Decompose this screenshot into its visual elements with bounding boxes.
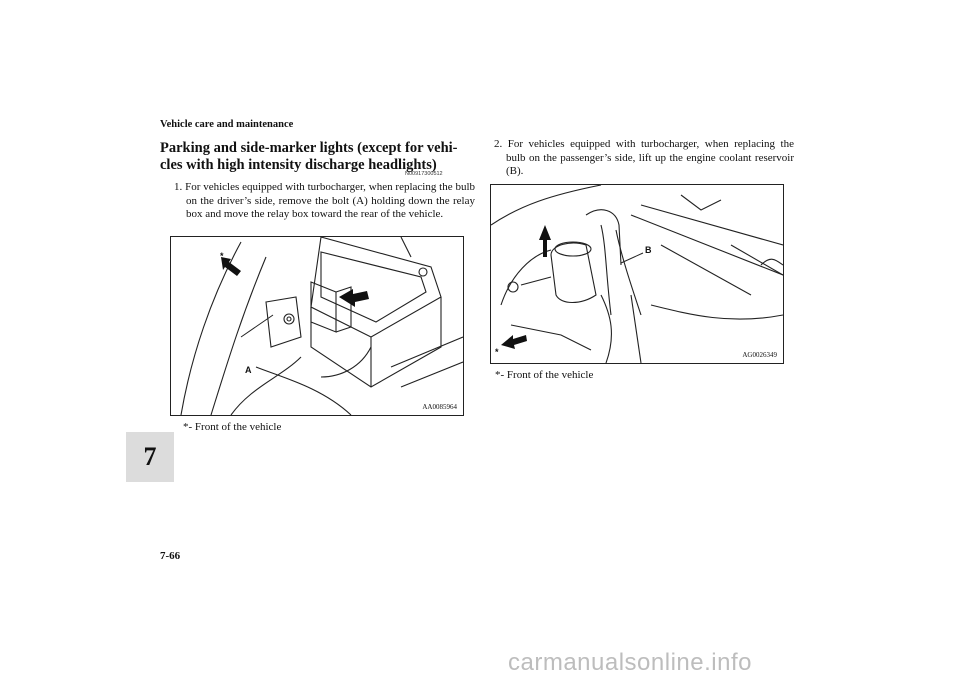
arrow-icon <box>221 257 241 276</box>
running-header: Vehicle care and maintenance <box>160 119 294 130</box>
step-1: 1. For vehicles equipped with turbocharger, when replacing the bulb on the driver’s side, remove the bolt (A) holding down the relay box and move the relay box toward the rear of the vehicle. <box>174 181 475 220</box>
page-number: 7-66 <box>160 550 181 562</box>
figure-coolant-reservoir <box>490 184 784 364</box>
section-title: Parking and side-marker lights (except for vehi-cles with high intensity discharge headlights) <box>160 140 458 173</box>
figure-code: AA0085964 <box>422 403 457 411</box>
arrow-icon <box>501 335 527 349</box>
figure-caption: *- Front of the vehicle <box>495 369 594 381</box>
figure-code: AG0026349 <box>742 351 777 359</box>
arrow-icon <box>339 289 369 307</box>
engine-bay-illustration <box>491 185 783 363</box>
figure-label-front: * <box>495 347 499 357</box>
chapter-tab: 7 <box>126 432 174 482</box>
figure-caption: *- Front of the vehicle <box>183 421 282 433</box>
arrow-icon <box>539 225 551 257</box>
step-2: 2. For vehicles equipped with turbocharger, when replacing the bulb on the passenger’s side, lift up the engine coolant reservoir (B). <box>494 138 794 177</box>
figure-relay-box <box>170 236 464 416</box>
section-code: N00917300512 <box>405 171 443 177</box>
figure-label-a: A <box>245 365 252 375</box>
watermark: carmanualsonline.info <box>508 649 752 676</box>
figure-label-b: B <box>645 245 652 255</box>
engine-bay-illustration <box>171 237 463 415</box>
figure-label-front: * <box>220 251 224 261</box>
